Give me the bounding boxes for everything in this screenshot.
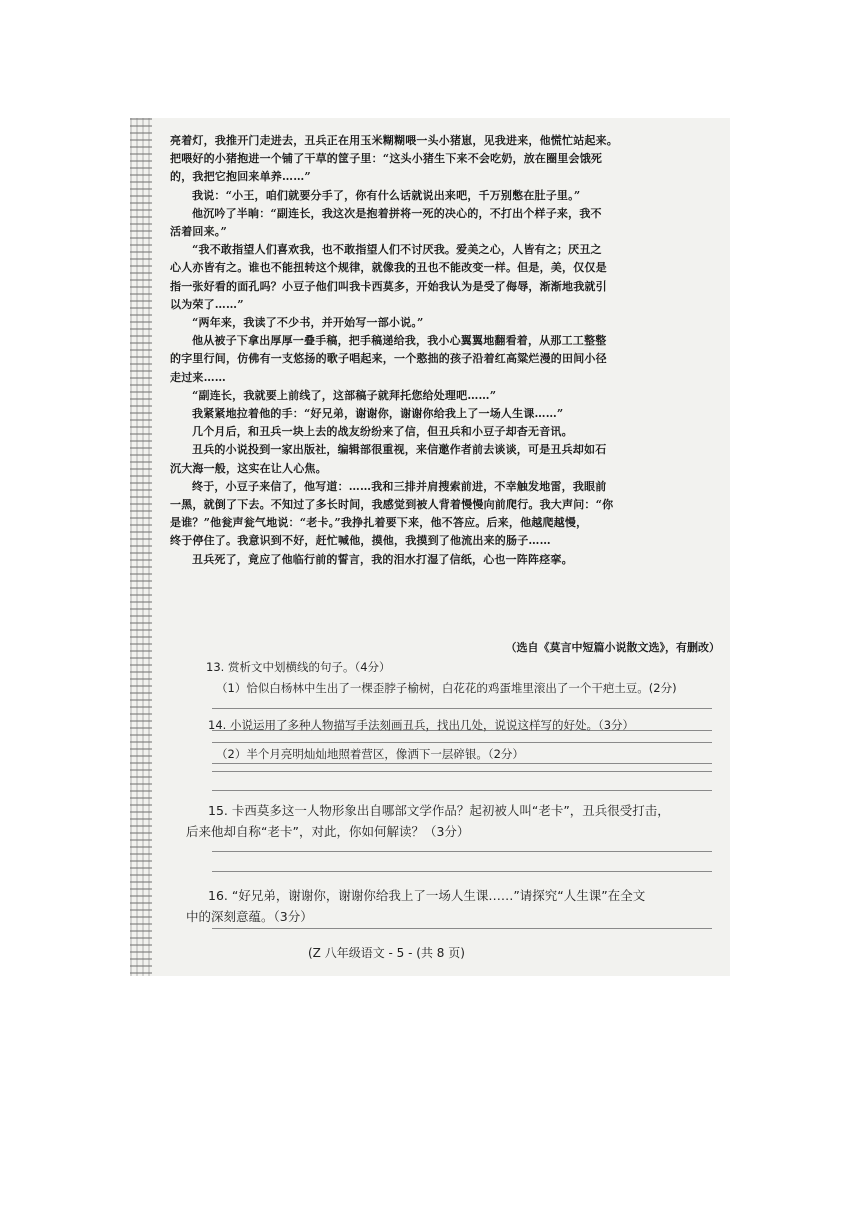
story-line: 是谁？”他瓮声瓮气地说：“老卡。”我挣扎着要下来，他不答应。后来，他越爬越慢，: [170, 516, 588, 530]
answer-line: [212, 790, 712, 791]
answer-line: [212, 708, 712, 709]
story-line: 走过来……: [170, 370, 226, 384]
story-line: 的字里行间，仿佛有一支悠扬的歌子唱起来，一个憨拙的孩子沿着红高粱烂漫的田间小径: [170, 352, 607, 366]
story-line: 把喂好的小猪抱进一个铺了干草的筐子里：“这头小猪生下来不会吃奶，放在圈里会饿死: [170, 152, 603, 166]
scanned-page: [130, 118, 730, 976]
story-line: “我不敢指望人们喜欢我，也不敢指望人们不讨厌我。爱美之心，人皆有之；厌丑之: [192, 243, 602, 257]
source-citation: （选自《莫言中短篇小说散文选》，有删改）: [505, 641, 720, 654]
story-line: 以为荣了……”: [170, 297, 244, 311]
story-line: 一黑，就倒了下去。不知过了多长时间，我感觉到被人背着慢慢向前爬行。我大声问：“你: [170, 498, 614, 512]
question-13-part-2: （2）半个月亮明灿灿地照着营区，像洒下一层碎银。（2分）: [216, 747, 524, 761]
story-line: 我紧紧地拉着他的手：“好兄弟，谢谢你，谢谢你给我上了一场人生课……”: [192, 407, 564, 421]
story-line: 他沉吟了半晌：“副连长，我这次是抱着拼将一死的决心的，不打出个样子来，我不: [192, 206, 602, 220]
story-line: 活着回来。”: [170, 225, 228, 239]
answer-line: [212, 871, 712, 872]
story-text: [170, 132, 722, 569]
story-line: 终于停住了。我意识到不好，赶忙喊他，摸他，我摸到了他流出来的肠子……: [170, 534, 551, 548]
story-line: 我说：“小王，咱们就要分手了，你有什么话就说出来吧，千万别憋在肚子里。”: [192, 188, 581, 202]
question-16-line-2: 中的深刻意蕴。（3分）: [186, 909, 313, 924]
story-line: “两年来，我读了不少书，并开始写一部小说。”: [192, 316, 424, 330]
question-14: 14. 小说运用了多种人物描写手法刻画丑兵，找出几处，说说这样写的好处。（3分）: [208, 718, 635, 732]
answer-line: [212, 928, 712, 929]
question-16-line-1: 16. “好兄弟，谢谢你，谢谢你给我上了一场人生课……”请探究“人生课”在全文: [208, 888, 646, 903]
story-line: 丑兵的小说投到一家出版社，编辑部很重视，来信邀作者前去谈谈，可是丑兵却如石: [192, 443, 607, 457]
story-line: “副连长，我就要上前线了，这部稿子就拜托您给处理吧……”: [192, 388, 497, 402]
question-15-line-2: 后来他却自称“老卡”，对此，你如何解读？（3分）: [186, 824, 470, 839]
story-line: 亮着灯，我推开门走进去，丑兵正在用玉米糊糊喂一头小猪崽，见我进来，他慌忙站起来。: [170, 134, 618, 147]
story-line: 的，我把它抱回来单养……”: [170, 170, 311, 184]
answer-line: [212, 851, 712, 852]
answer-line: [212, 771, 712, 772]
page-footer: (Z 八年级语文 - 5 - (共 8 页): [308, 946, 465, 960]
story-line: 指一张好看的面孔吗？小豆子他们叫我卡西莫多，开始我认为是受了侮辱，渐渐地我就引: [170, 279, 607, 293]
answer-line: [212, 742, 712, 743]
question-13-part-1: （1）恰似白杨林中生出了一棵歪脖子榆树，白花花的鸡蛋堆里滚出了一个干疤土豆。(2分): [216, 681, 677, 695]
story-line: 心人亦皆有之。谁也不能扭转这个规律，就像我的丑也不能改变一样。但是，美，仅仅是: [170, 261, 607, 275]
story-line: 几个月后，和丑兵一块上去的战友纷纷来了信，但丑兵和小豆子却杳无音讯。: [192, 425, 573, 439]
story-line: 沉大海一般，这实在让人心焦。: [170, 461, 327, 475]
answer-line: [212, 763, 712, 764]
story-line: 终于，小豆子来信了，他写道：……我和三排并肩搜索前进，不幸触发地雷，我眼前: [192, 479, 607, 493]
story-line: 丑兵死了，竟应了他临行前的誓言，我的泪水打湿了信纸，心也一阵阵痉挛。: [192, 552, 573, 566]
question-15-line-1: 15. 卡西莫多这一人物形象出自哪部文学作品？起初被人叫“老卡”，丑兵很受打击，: [208, 803, 670, 818]
question-13: 13. 赏析文中划横线的句子。（4分）: [206, 660, 391, 674]
binding-strip: [130, 118, 152, 976]
story-line: 他从被子下拿出厚厚一叠手稿，把手稿递给我，我小心翼翼地翻看着，从那工工整整: [192, 334, 607, 348]
